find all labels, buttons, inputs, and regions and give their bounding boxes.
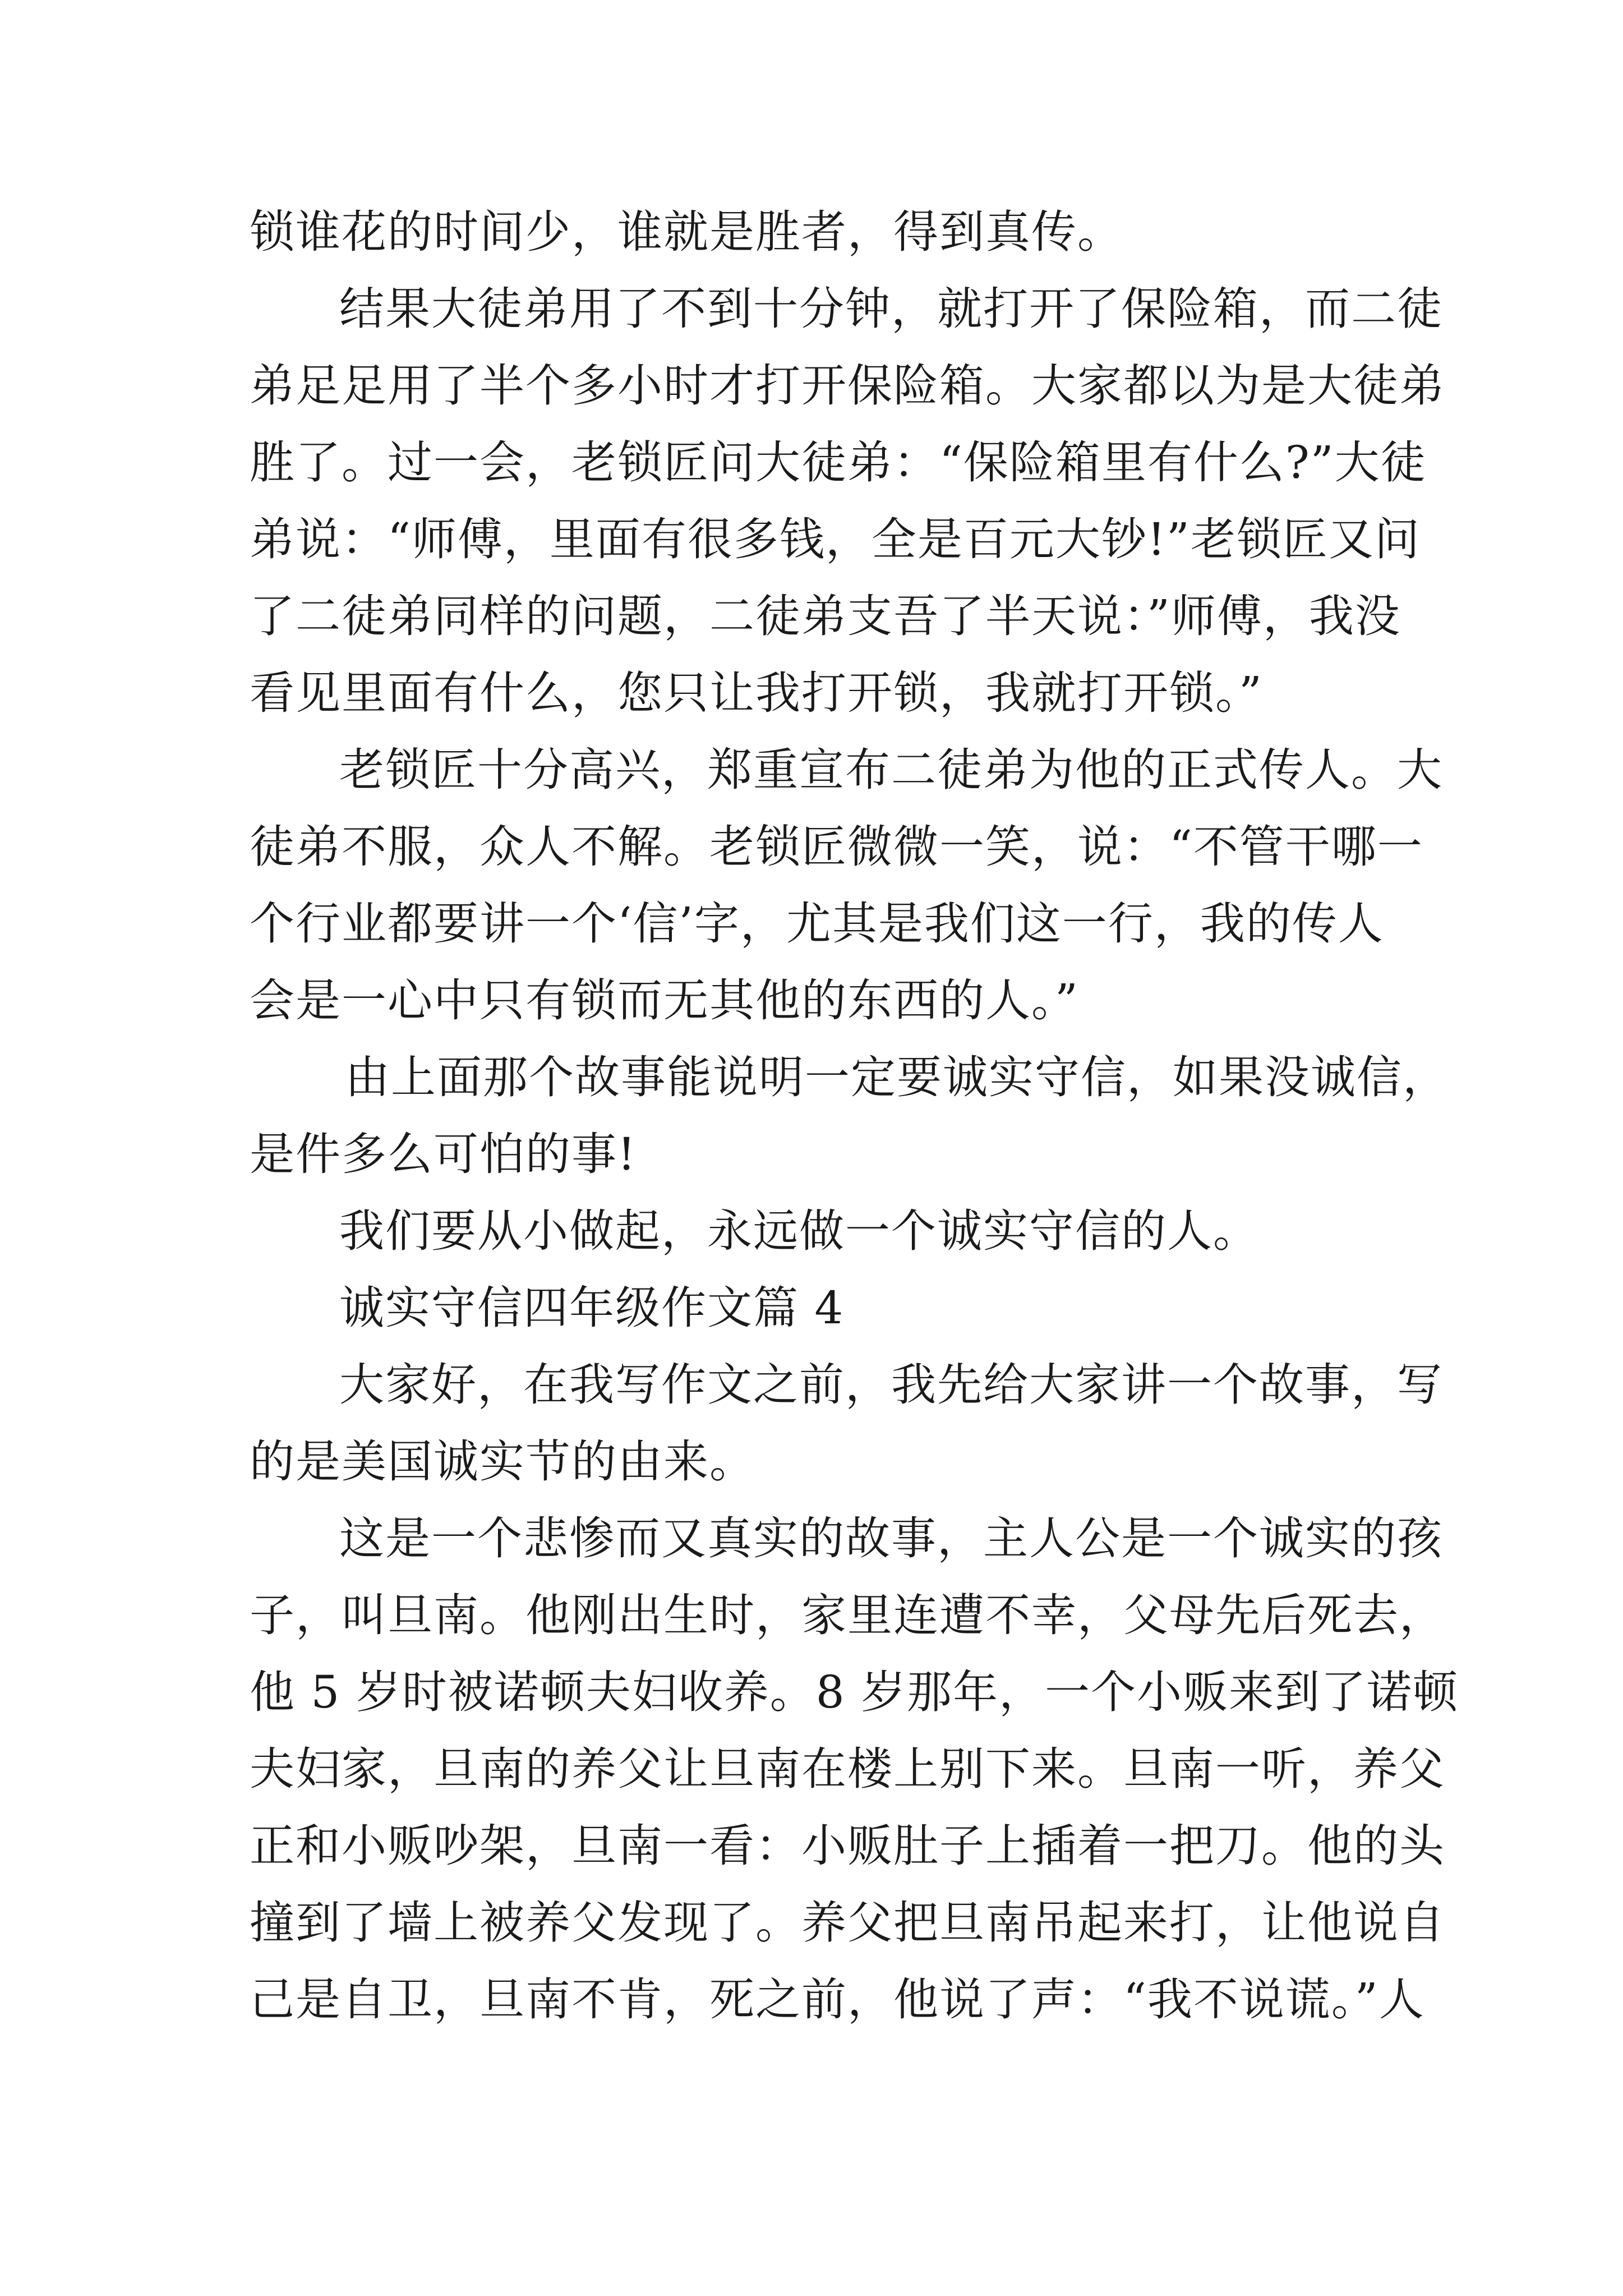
text-line: 我们要从小做起，永远做一个诚实守信的人。 (339, 1205, 1259, 1257)
text-line: 夫妇家，旦南的养父让旦南在楼上别下来。旦南一听，养父 (250, 1743, 1445, 1795)
text-line: 个行业都要讲一个‘信’字，尤其是我们这一行，我的传人 (250, 898, 1384, 950)
text-line: 正和小贩吵架，旦南一看：小贩肚子上插着一把刀。他的头 (250, 1820, 1445, 1872)
text-line: 锁谁花的时间少，谁就是胜者，得到真传。 (250, 206, 1123, 258)
text-line: 由上面那个故事能说明一定要诚实守信，如果没诚信， (345, 1051, 1449, 1103)
text-line: 弟说：“师傅，里面有很多钱，全是百元大钞!”老锁匠又问 (250, 513, 1421, 565)
article-body (250, 194, 1459, 2038)
text-line: 子，叫旦南。他刚出生时，家里连遭不幸，父母先后死去， (250, 1589, 1445, 1641)
text-line: 是件多么可怕的事! (250, 1128, 637, 1180)
text-line: 的是美国诚实节的由来。 (250, 1435, 755, 1488)
text-line: 他 5 岁时被诺顿夫妇收养。8 岁那年，一个小贩来到了诺顿 (250, 1666, 1459, 1718)
text-line: 弟足足用了半个多小时才打开保险箱。大家都以为是大徒弟 (250, 360, 1445, 412)
text-line: 徒弟不服，众人不解。老锁匠微微一笑，说：“不管干哪一 (250, 821, 1423, 873)
text-line: 大家好，在我写作文之前，我先给大家讲一个故事，写 (339, 1359, 1443, 1411)
text-line: 己是自卫，旦南不肯，死之前，他说了声：“我不说谎。”人 (250, 1973, 1425, 2026)
text-line: 了二徒弟同样的问题，二徒弟支吾了半天说：”师傅，我没 (250, 590, 1401, 642)
text-line: 撞到了墙上被养父发现了。养父把旦南吊起来打，让他说自 (250, 1897, 1445, 1949)
text-line: 会是一心中只有锁而无其他的东西的人。” (250, 974, 1079, 1027)
text-line: 胜了。过一会，老锁匠问大徒弟：“保险箱里有什么?”大徒 (250, 436, 1427, 489)
text-line: 看见里面有什么，您只让我打开锁，我就打开锁。” (250, 667, 1263, 719)
text-line: 这是一个悲惨而又真实的故事，主人公是一个诚实的孩 (339, 1512, 1443, 1565)
text-line: 结果大徒弟用了不到十分钟，就打开了保险箱，而二徒 (339, 283, 1443, 335)
text-line: 老锁匠十分高兴，郑重宣布二徒弟为他的正式传人。大 (339, 744, 1443, 796)
section-heading: 诚实守信四年级作文篇 4 (339, 1282, 845, 1334)
